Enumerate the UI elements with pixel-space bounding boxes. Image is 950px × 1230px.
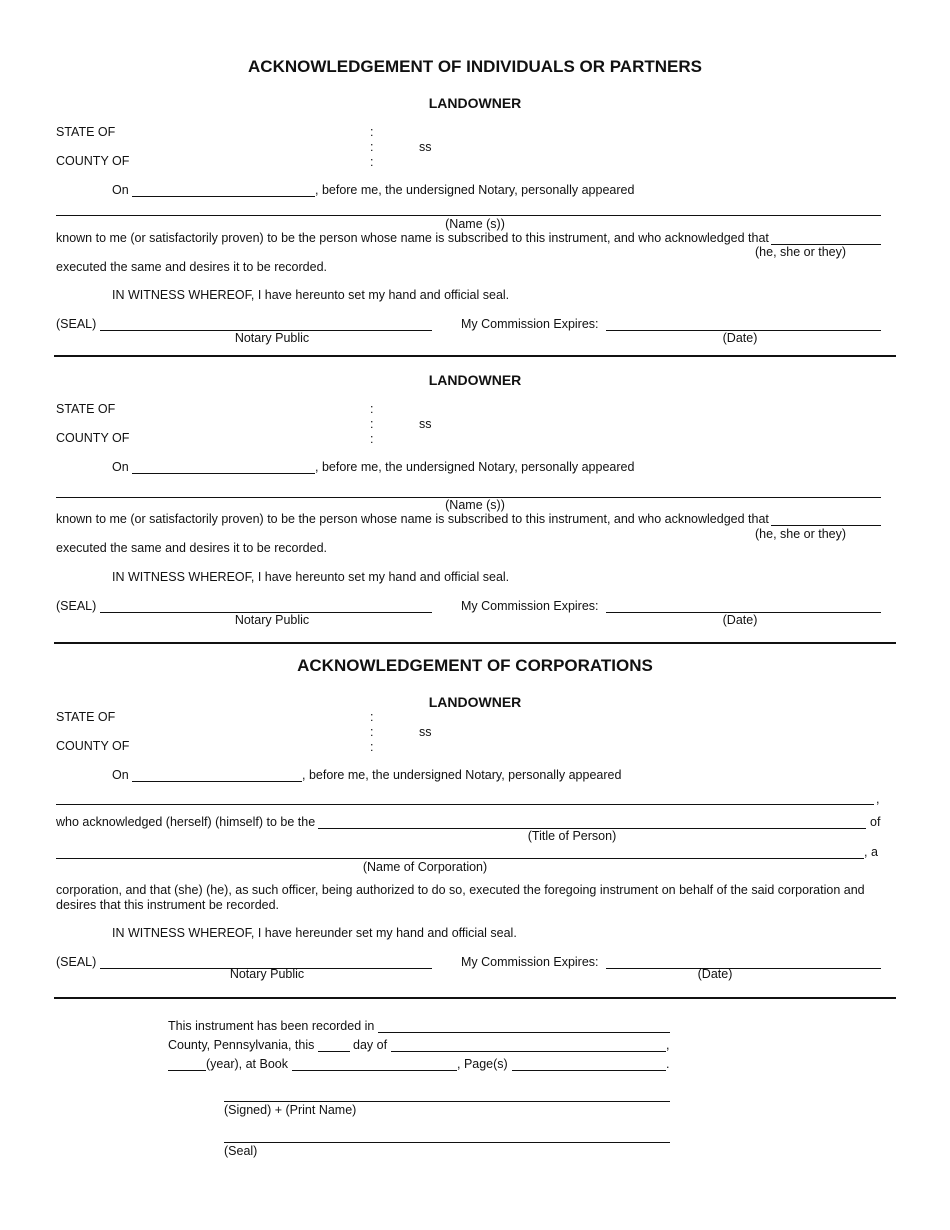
signed-line[interactable] <box>224 1101 670 1102</box>
section1-before-me-text: , before me, the undersigned Notary, personally appeared <box>315 183 635 197</box>
section1-on-label: On <box>112 183 129 197</box>
section3-corporation-caption: (Name of Corporation) <box>362 860 488 874</box>
section1-notary-caption: Notary Public <box>234 331 310 345</box>
section3-of-label: of <box>870 815 881 829</box>
section1-colon: : <box>370 140 374 154</box>
section3-ss: ss <box>419 725 432 739</box>
section2-county-of-label: COUNTY OF <box>56 431 130 445</box>
section2-date-caption: (Date) <box>722 613 758 627</box>
section3-seal-label: (SEAL) <box>56 955 97 969</box>
section1-seal-label: (SEAL) <box>56 317 97 331</box>
section2-before-me-text: , before me, the undersigned Notary, personally appeared <box>315 460 635 474</box>
section2-date-line[interactable] <box>132 473 315 474</box>
section1-colon: : <box>370 125 374 139</box>
section1-date-line[interactable] <box>132 196 315 197</box>
section2-witness-text: IN WITNESS WHEREOF, I have hereunto set my hand and official seal. <box>112 570 510 584</box>
section3-landowner-heading: LANDOWNER <box>428 694 522 710</box>
year-line[interactable] <box>168 1070 206 1071</box>
year-book-text: (year), at Book <box>206 1057 288 1071</box>
signed-caption: (Signed) + (Print Name) <box>224 1103 357 1117</box>
section2-ss: ss <box>419 417 432 431</box>
section1-executed-text: executed the same and desires it to be recorded. <box>56 260 327 274</box>
section3-colon: : <box>370 725 374 739</box>
section-divider <box>54 355 896 357</box>
main-title: ACKNOWLEDGEMENT OF INDIVIDUALS OR PARTNERS <box>248 57 702 76</box>
section3-colon: : <box>370 710 374 724</box>
section1-state-of-label: STATE OF <box>56 125 116 139</box>
section3-who-acknowledged-text: who acknowledged (herself) (himself) to be the <box>56 815 316 829</box>
section3-name-line[interactable] <box>56 804 874 805</box>
section3-state-of-label: STATE OF <box>56 710 116 724</box>
section2-landowner-heading: LANDOWNER <box>428 372 522 388</box>
section2-seal-label: (SEAL) <box>56 599 97 613</box>
recorded-in-line[interactable] <box>378 1032 670 1033</box>
section2-colon: : <box>370 402 374 416</box>
section2-name-caption: (Name (s)) <box>445 498 505 512</box>
recorded-in-text: This instrument has been recorded in <box>168 1019 375 1033</box>
section-divider <box>54 642 896 644</box>
section1-county-of-label: COUNTY OF <box>56 154 130 168</box>
section1-pronoun-caption: (he, she or they) <box>755 245 847 259</box>
section2-pronoun-caption: (he, she or they) <box>755 527 847 541</box>
section3-date-line[interactable] <box>132 781 302 782</box>
section3-corp-text-line1: corporation, and that (she) (he), as such officer, being authorized to do so, executed the foregoing instrument on behalf of the said corporation and <box>56 883 865 897</box>
section2-on-label: On <box>112 460 129 474</box>
section1-known-text: known to me (or satisfactorily proven) to be the person whose name is subscribed to this instrument, and who acknowledged that <box>56 231 769 245</box>
month-line[interactable] <box>391 1051 666 1052</box>
section2-executed-text: executed the same and desires it to be recorded. <box>56 541 327 555</box>
section3-notary-caption: Notary Public <box>229 967 305 981</box>
section1-name-caption: (Name (s)) <box>445 217 505 231</box>
section2-known-text: known to me (or satisfactorily proven) to be the person whose name is subscribed to this instrument, and who acknowledged that <box>56 512 769 526</box>
section3-commission-date-line[interactable] <box>606 968 881 969</box>
section3-commission-label: My Commission Expires: <box>461 955 599 969</box>
book-line[interactable] <box>292 1070 457 1071</box>
section1-ss: ss <box>419 140 432 154</box>
day-of-comma: , <box>666 1038 670 1052</box>
section1-colon: : <box>370 155 374 169</box>
county-pennsylvania-text: County, Pennsylvania, this <box>168 1038 315 1052</box>
section3-before-me-text: , before me, the undersigned Notary, personally appeared <box>302 768 622 782</box>
corp-title: ACKNOWLEDGEMENT OF CORPORATIONS <box>297 656 653 675</box>
section1-commission-label: My Commission Expires: <box>461 317 599 331</box>
section3-on-label: On <box>112 768 129 782</box>
section2-colon: : <box>370 417 374 431</box>
section1-name-line[interactable] <box>56 215 881 216</box>
section2-commission-label: My Commission Expires: <box>461 599 599 613</box>
section3-title-caption: (Title of Person) <box>527 829 617 843</box>
section2-notary-caption: Notary Public <box>234 613 310 627</box>
section3-county-of-label: COUNTY OF <box>56 739 130 753</box>
pages-text: , Page(s) <box>457 1057 508 1071</box>
section3-comma-a: , a <box>864 845 878 859</box>
section3-witness-text: IN WITNESS WHEREOF, I have hereunder set my hand and official seal. <box>112 926 517 940</box>
section-divider <box>54 997 896 999</box>
section3-corp-text-line2: desires that this instrument be recorded. <box>56 898 280 912</box>
section2-pronoun-line[interactable] <box>771 525 881 526</box>
section1-date-caption: (Date) <box>722 331 758 345</box>
section2-state-of-label: STATE OF <box>56 402 116 416</box>
seal-caption: (Seal) <box>224 1144 258 1158</box>
section3-corporation-name-line[interactable] <box>56 858 864 859</box>
day-of-text: day of <box>353 1038 388 1052</box>
pages-period: . <box>666 1057 670 1071</box>
section3-name-comma: , <box>876 792 880 806</box>
section1-witness-text: IN WITNESS WHEREOF, I have hereunto set my hand and official seal. <box>112 288 510 302</box>
section1-landowner-heading: LANDOWNER <box>428 95 522 111</box>
section2-colon: : <box>370 432 374 446</box>
section3-date-caption: (Date) <box>697 967 733 981</box>
seal-line[interactable] <box>224 1142 670 1143</box>
pages-line[interactable] <box>512 1070 666 1071</box>
day-line[interactable] <box>318 1051 350 1052</box>
section3-colon: : <box>370 740 374 754</box>
